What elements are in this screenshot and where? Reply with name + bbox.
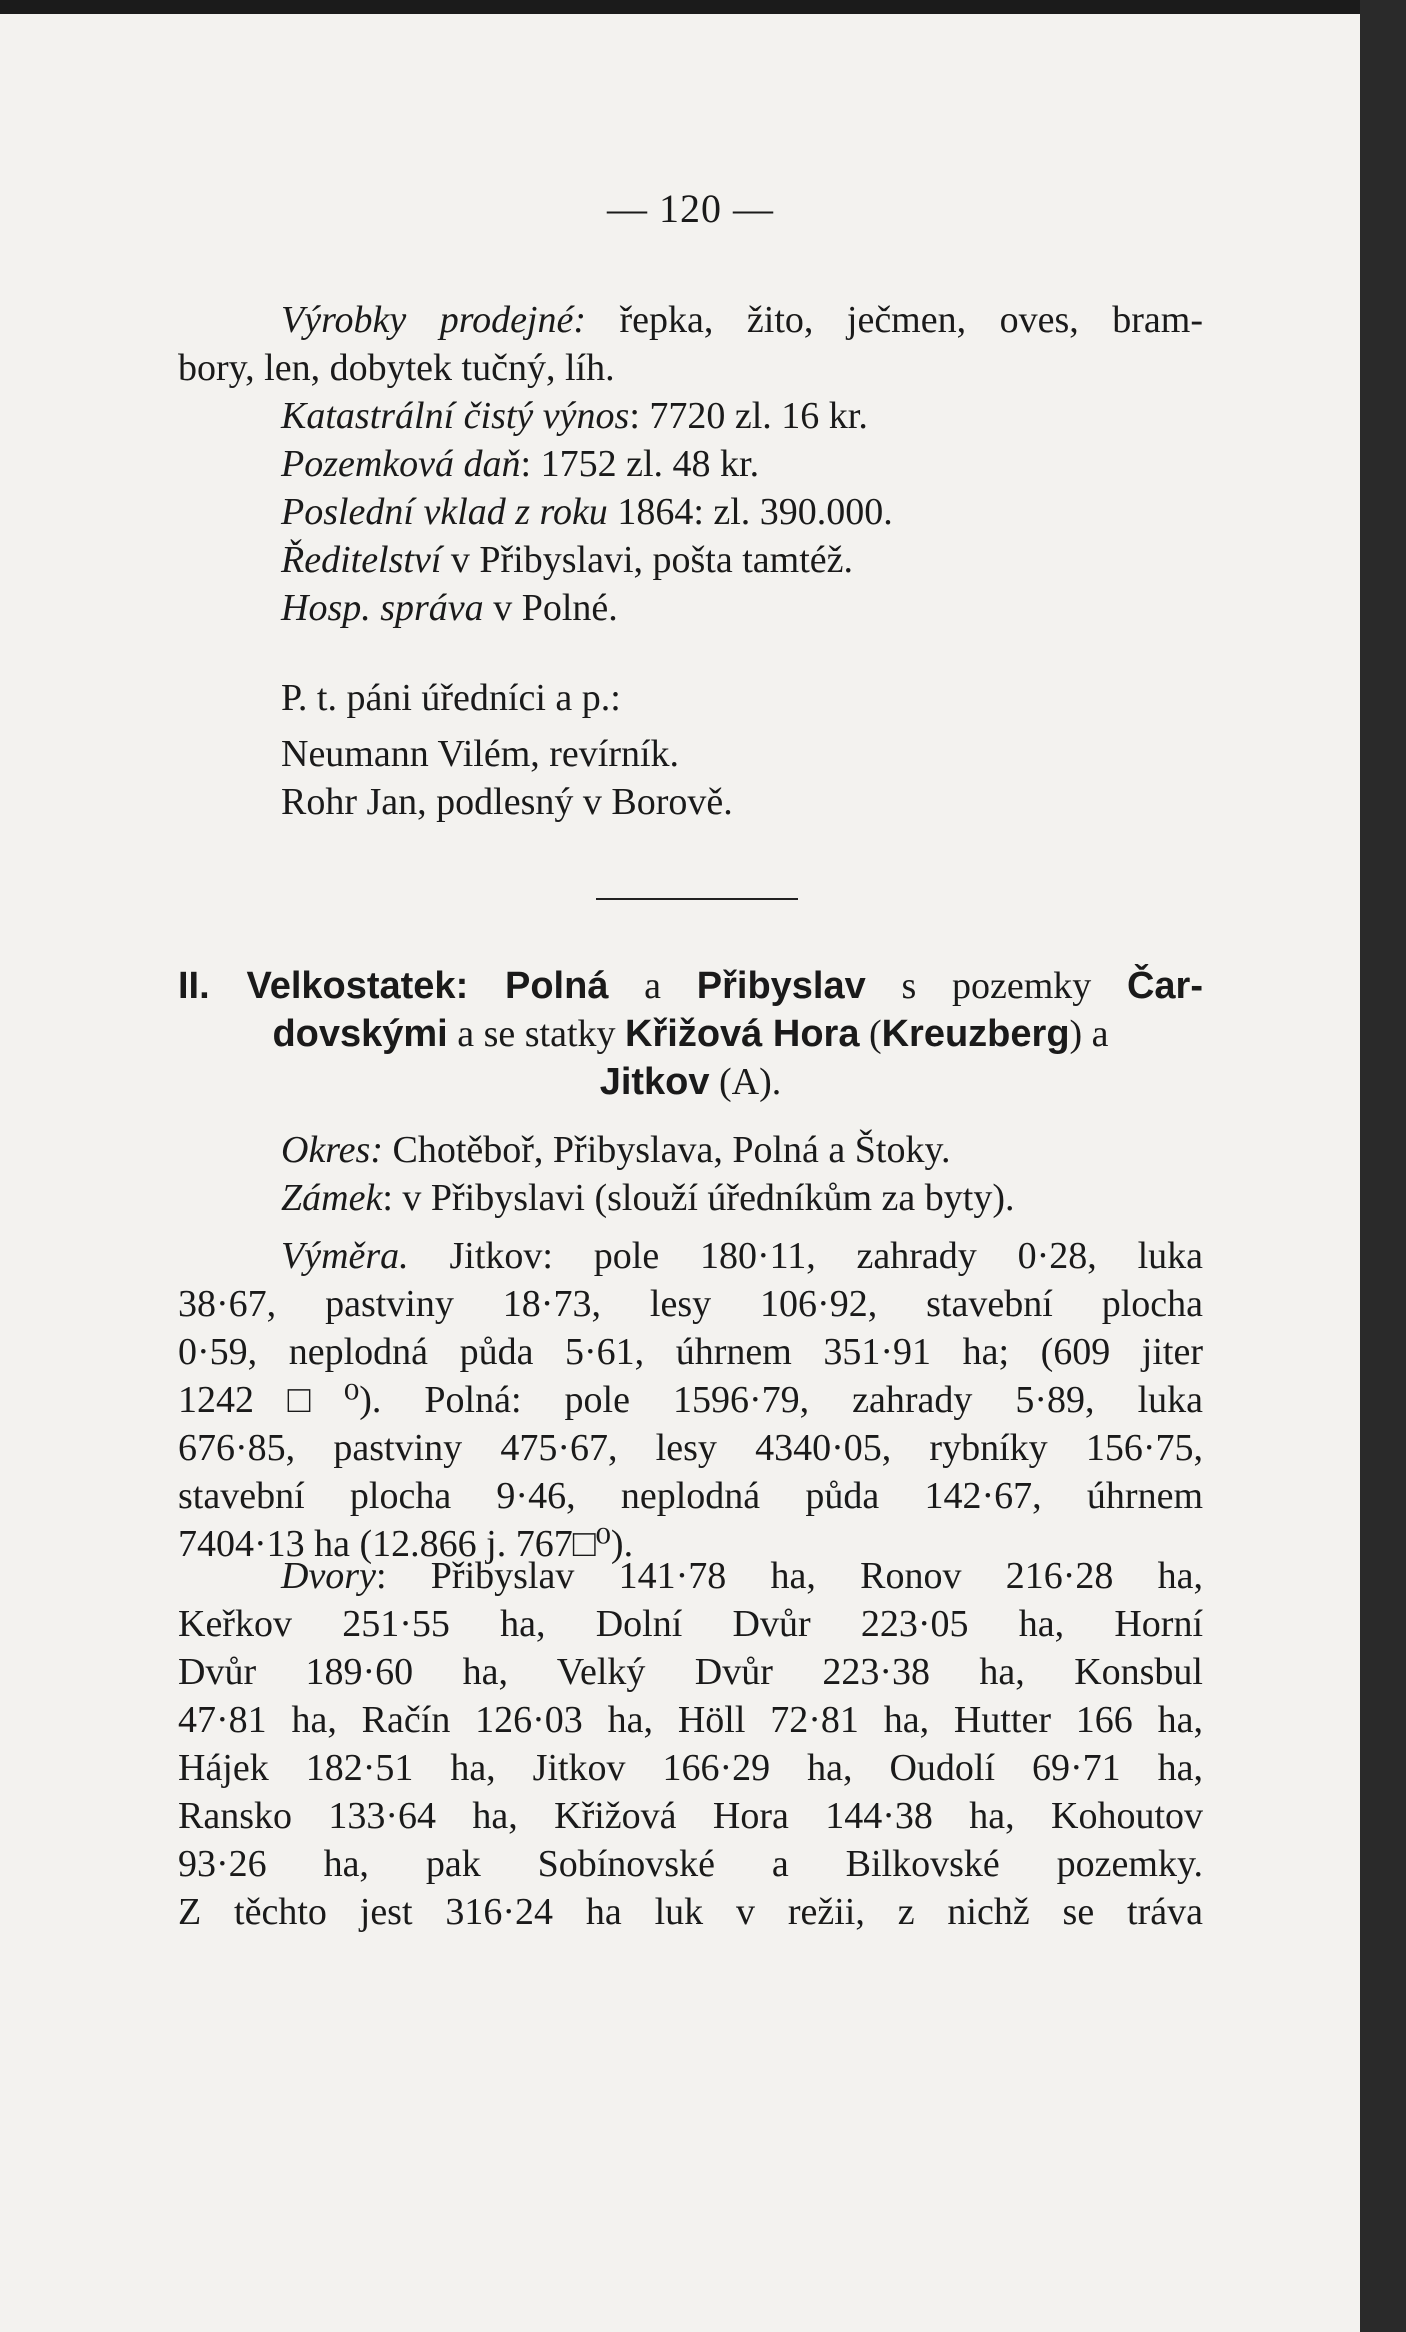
vymera-line: stavební plocha 9·46, neplodná půda 142·67, úhrnem bbox=[178, 1475, 1203, 1517]
summary-line: Poslední vklad z roku 1864: zl. 390.000. bbox=[281, 491, 893, 533]
summary-line: Pozemková daň: 1752 zl. 48 kr. bbox=[281, 443, 760, 485]
vymera-paragraph bbox=[178, 1232, 1203, 1568]
estate-summary bbox=[178, 296, 1203, 632]
officials-list bbox=[178, 674, 1203, 826]
summary-line: bory, len, dobytek tučný, líh. bbox=[178, 347, 615, 389]
dvory-line: Dvůr 189·60 ha, Velký Dvůr 223·38 ha, Konsbul bbox=[178, 1651, 1203, 1693]
vymera-line: Výměra. Jitkov: pole 180·11, zahrady 0·28, luka bbox=[281, 1235, 1203, 1277]
page-number: — 120 — bbox=[607, 186, 774, 231]
vymera-line: 7404·13 ha (12.866 j. 767□⁰). bbox=[178, 1523, 634, 1565]
vymera-line: 676·85, pastviny 475·67, lesy 4340·05, rybníky 156·75, bbox=[178, 1427, 1203, 1469]
official-entry: Neumann Vilém, revírník. bbox=[281, 733, 680, 775]
vymera-line: 1242□⁰). Polná: pole 1596·79, zahrady 5·89, luka bbox=[178, 1379, 1203, 1421]
section-ii-heading bbox=[178, 962, 1203, 1106]
dvory-line: Ransko 133·64 ha, Křižová Hora 144·38 ha, Kohoutov bbox=[178, 1795, 1203, 1837]
dvory-paragraph bbox=[178, 1552, 1203, 1936]
section-divider bbox=[596, 898, 798, 900]
vymera-line: 38·67, pastviny 18·73, lesy 106·92, stavební plocha bbox=[178, 1283, 1203, 1325]
summary-line: Katastrální čistý výnos: 7720 zl. 16 kr. bbox=[281, 395, 868, 437]
heading-line: Jitkov (A). bbox=[599, 1061, 782, 1103]
heading-line: II. Velkostatek: Polná a Přibyslav s pozemky Čar- bbox=[178, 965, 1203, 1007]
dvory-line: Z těchto jest 316·24 ha luk v režii, z nichž se tráva bbox=[178, 1891, 1203, 1933]
summary-line: Hosp. správa v Polné. bbox=[281, 587, 618, 629]
okres-line: Okres: Chotěboř, Přibyslava, Polná a Štoky. bbox=[281, 1129, 951, 1171]
dvory-line: Hájek 182·51 ha, Jitkov 166·29 ha, Oudolí 69·71 ha, bbox=[178, 1747, 1203, 1789]
dvory-line: 47·81 ha, Račín 126·03 ha, Höll 72·81 ha, Hutter 166 ha, bbox=[178, 1699, 1203, 1741]
zamek-line: Zámek: v Přibyslavi (slouží úředníkům za byty). bbox=[281, 1177, 1015, 1219]
section-ii-location bbox=[178, 1126, 1203, 1222]
dvory-line: 93·26 ha, pak Sobínovské a Bilkovské pozemky. bbox=[178, 1843, 1203, 1885]
official-entry: Rohr Jan, podlesný v Borově. bbox=[281, 781, 733, 823]
dvory-line: Keřkov 251·55 ha, Dolní Dvůr 223·05 ha, Horní bbox=[178, 1603, 1203, 1645]
book-spine-edge bbox=[1360, 0, 1406, 2332]
dvory-line: Dvory: Přibyslav 141·78 ha, Ronov 216·28 ha, bbox=[281, 1555, 1203, 1597]
summary-line: Ředitelství v Přibyslavi, pošta tamtéž. bbox=[281, 539, 853, 581]
summary-line: Výrobky prodejné: řepka, žito, ječmen, oves, bram- bbox=[281, 299, 1203, 341]
vymera-line: 0·59, neplodná půda 5·61, úhrnem 351·91 ha; (609 jiter bbox=[178, 1331, 1203, 1373]
officials-heading: P. t. páni úředníci a p.: bbox=[281, 677, 621, 719]
heading-line: dovskými a se statky Křižová Hora (Kreuzberg) a bbox=[272, 1013, 1109, 1055]
